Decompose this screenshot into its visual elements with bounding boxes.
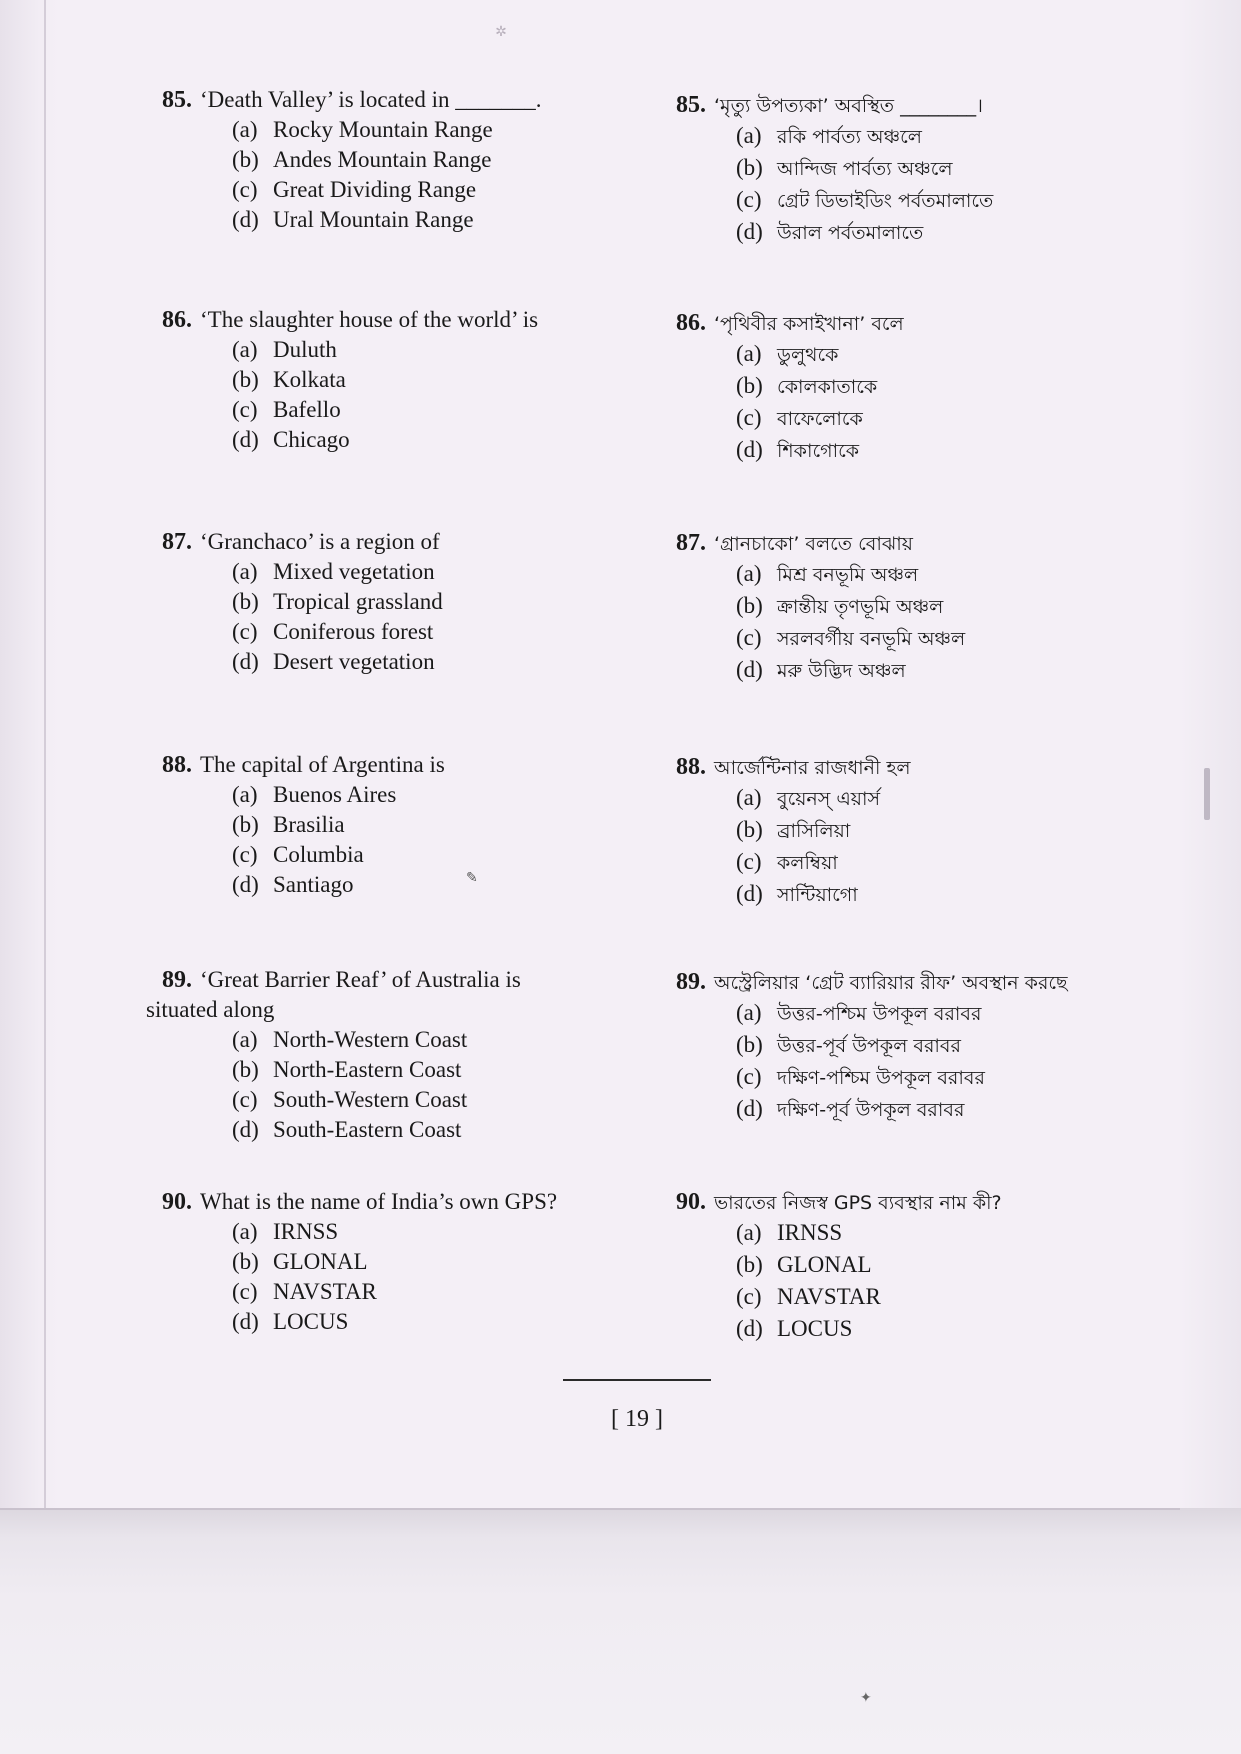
question-en-85 [162, 85, 617, 235]
option: (c) দক্ষিণ-পশ্চিম উপকূল বরাবর [736, 1064, 985, 1089]
question-en-88 [162, 750, 617, 900]
option: (d) Santiago [232, 872, 354, 897]
option: (a) উত্তর-পশ্চিম উপকূল বরাবর [736, 1000, 982, 1025]
option: (c) NAVSTAR [232, 1279, 377, 1304]
option: (d) উরাল পর্বতমালাতে [736, 219, 924, 244]
question-text-cont: situated along [146, 997, 275, 1022]
page-bottom-edge [0, 1508, 1180, 1510]
question-text: What is the name of India’s own GPS? [200, 1189, 558, 1214]
question-bn-90 [676, 1187, 1146, 1346]
option: (c) কলম্বিয়া [736, 849, 838, 874]
option: (a) Buenos Aires [232, 782, 397, 807]
option: (b) Andes Mountain Range [232, 147, 492, 172]
question-number: 90. [162, 1189, 192, 1215]
question-number: 85. [676, 92, 706, 118]
option: (b) North-Eastern Coast [232, 1057, 462, 1082]
stray-mark: ✦ [860, 1691, 872, 1706]
option: (b) GLONAL [736, 1252, 872, 1277]
option: (d) Chicago [232, 427, 350, 452]
option: (d) LOCUS [232, 1309, 349, 1334]
option: (a) Mixed vegetation [232, 559, 435, 584]
question-en-87 [162, 527, 617, 677]
question-number: 89. [162, 967, 192, 993]
option: (c) Great Dividing Range [232, 177, 477, 202]
option: (a) North-Western Coast [232, 1027, 468, 1052]
question-text: ‘Granchaco’ is a region of [200, 529, 440, 554]
question-bn-85 [676, 90, 1146, 249]
stray-mark: ✎ [466, 871, 478, 886]
option: (c) Columbia [232, 842, 364, 867]
option: (a) রকি পার্বত্য অঞ্চলে [736, 123, 922, 148]
option: (d) সান্টিয়াগো [736, 881, 858, 906]
option: (b) Tropical grassland [232, 589, 443, 614]
page-bottom-shadow [0, 1508, 1241, 1754]
page-number: [ 19 ] [611, 1406, 663, 1432]
footer-rule [563, 1379, 711, 1381]
question-number: 86. [162, 307, 192, 333]
question-bn-86 [676, 308, 1146, 467]
option: (c) বাফেলোকে [736, 405, 863, 430]
question-text: ‘গ্রানচাকো’ বলতে বোঝায় [714, 533, 913, 555]
option: (a) মিশ্র বনভূমি অঞ্চল [736, 561, 919, 586]
option: (a) IRNSS [736, 1220, 843, 1245]
option: (b) Kolkata [232, 367, 346, 392]
question-text: ‘Death Valley’ is located in _______. [200, 87, 542, 112]
binding-spine [44, 0, 46, 1510]
option: (b) উত্তর-পূর্ব উপকূল বরাবর [736, 1032, 961, 1057]
option: (b) কোলকাতাকে [736, 373, 878, 398]
option: (d) South-Eastern Coast [232, 1117, 462, 1142]
question-text: ‘Great Barrier Reaf’ of Australia is [200, 967, 521, 992]
option: (a) Duluth [232, 337, 337, 362]
option: (b) ক্রান্তীয় তৃণভূমি অঞ্চল [736, 593, 944, 618]
option: (c) Coniferous forest [232, 619, 434, 644]
question-bn-88 [676, 752, 1146, 911]
question-number: 89. [676, 969, 706, 995]
option: (d) দক্ষিণ-পূর্ব উপকূল বরাবর [736, 1096, 965, 1121]
option: (d) মরু উদ্ভিদ অঞ্চল [736, 657, 906, 682]
question-number: 87. [162, 529, 192, 555]
question-number: 85. [162, 87, 192, 113]
question-number: 86. [676, 310, 706, 336]
question-en-90 [162, 1187, 617, 1337]
question-text: অস্ট্রেলিয়ার ‘গ্রেট ব্যারিয়ার রীফ’ অবস্থান করছে [714, 972, 1068, 994]
question-text: আর্জেন্টিনার রাজধানী হল [714, 757, 911, 779]
question-text: ‘মৃত্যু উপত্যকা’ অবস্থিত ________। [714, 95, 983, 117]
question-text: ভারতের নিজস্ব GPS ব্যবস্থার নাম কী? [714, 1192, 1002, 1214]
option: (d) Ural Mountain Range [232, 207, 474, 232]
option: (d) LOCUS [736, 1316, 853, 1341]
question-en-89 [146, 965, 617, 1145]
option: (c) সরলবর্গীয় বনভূমি অঞ্চল [736, 625, 966, 650]
question-bn-89 [676, 967, 1146, 1126]
option: (d) Desert vegetation [232, 649, 435, 674]
question-number: 87. [676, 530, 706, 556]
question-text: ‘পৃথিবীর কসাইখানা’ বলে [714, 313, 904, 335]
question-bn-87 [676, 528, 1146, 687]
option: (c) South-Western Coast [232, 1087, 468, 1112]
option: (d) শিকাগোকে [736, 437, 860, 462]
option: (a) বুয়েনস্ এয়ার্স [736, 785, 881, 810]
option: (a) Rocky Mountain Range [232, 117, 493, 142]
question-text: ‘The slaughter house of the world’ is [200, 307, 539, 332]
option: (b) GLONAL [232, 1249, 368, 1274]
option: (b) ব্রাসিলিয়া [736, 817, 851, 842]
option: (a) ডুলুথকে [736, 341, 839, 366]
option: (c) NAVSTAR [736, 1284, 881, 1309]
question-en-86 [162, 305, 617, 455]
question-number: 88. [676, 754, 706, 780]
question-number: 88. [162, 752, 192, 778]
page-edge-tab [1204, 768, 1210, 820]
option: (b) Brasilia [232, 812, 345, 837]
option: (a) IRNSS [232, 1219, 339, 1244]
smudge-mark: ✲ [495, 25, 507, 40]
question-text: The capital of Argentina is [200, 752, 445, 777]
option: (b) আন্দিজ পার্বত্য অঞ্চলে [736, 155, 953, 180]
option: (c) গ্রেট ডিভাইডিং পর্বতমালাতে [736, 187, 994, 212]
option: (c) Bafello [232, 397, 341, 422]
question-number: 90. [676, 1189, 706, 1215]
